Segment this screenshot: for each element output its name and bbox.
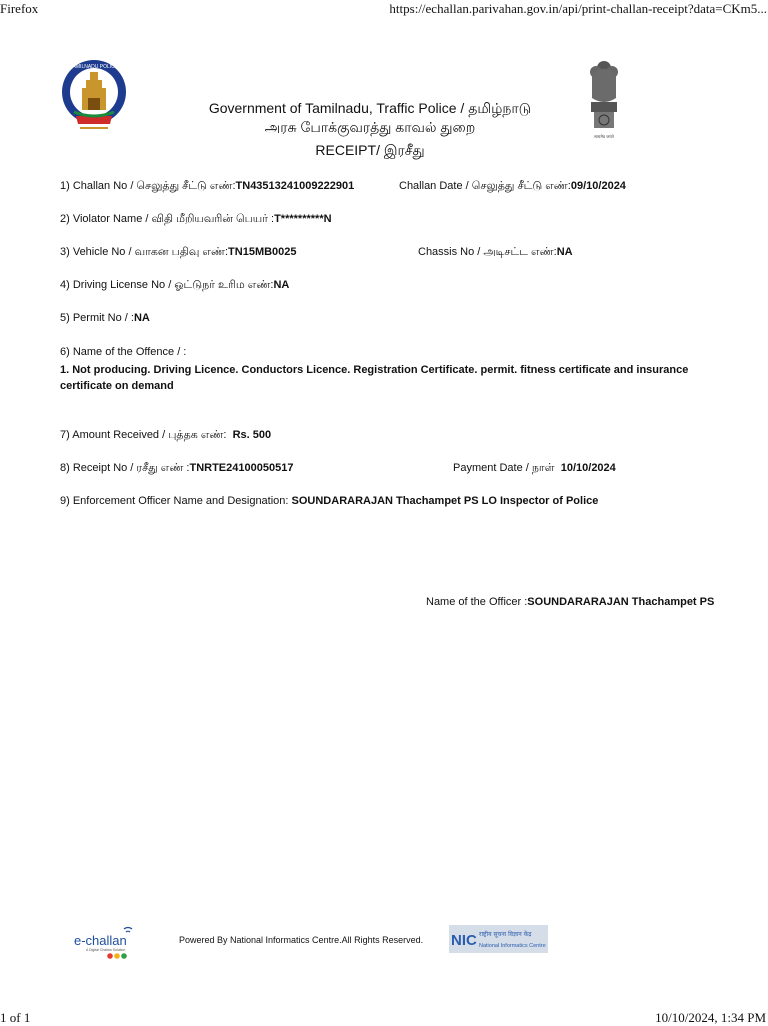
emblem-motto: सत्यमेव जयते: [594, 134, 614, 139]
officer-name-label: Name of the Officer :: [426, 596, 528, 608]
chassis-value: NA: [556, 246, 573, 258]
vehicle-value: TN15MB0025: [228, 246, 297, 258]
nic-brand: NIC: [451, 932, 477, 949]
echallan-tagline: A Digital Challan Solution: [86, 948, 126, 952]
offence-value: 1. Not producing. Driving Licence. Conductors Licence. Registration Certificate. permit. fitness certificate and insurance certificate on demand: [60, 364, 689, 392]
vehicle-row: [60, 246, 297, 260]
payment-date-label: Payment Date / நாள்: [453, 462, 555, 474]
challan-date-row: [399, 180, 626, 194]
amount-label: 7) Amount Received / புத்தக எண்:: [60, 429, 227, 441]
payment-date-value: 10/10/2024: [560, 462, 616, 474]
chassis-row: [418, 246, 573, 260]
receipt-row: [60, 462, 293, 476]
vehicle-label: 3) Vehicle No / வாகன பதிவு எண்:: [60, 246, 229, 258]
amount-row: [60, 429, 271, 443]
challan-no-label: 1) Challan No / செலுத்து சீட்டு எண்:: [60, 180, 236, 192]
challan-no-row: [60, 180, 354, 194]
echallan-brand: e-challan: [74, 933, 127, 948]
national-emblem: [586, 58, 622, 140]
challan-date-label: Challan Date / செலுத்து சீட்டு எண்:: [399, 180, 571, 192]
driving-license-value: NA: [273, 279, 290, 291]
nic-english-name: National Informatics Centre: [479, 943, 546, 949]
driving-license-row: [60, 279, 289, 293]
logo-ring-text: TAMILNADU POLICE: [69, 64, 119, 70]
permit-label: 5) Permit No / :: [60, 312, 134, 324]
tamilnadu-police-logo: [60, 58, 128, 136]
print-datetime: 10/10/2024, 1:34 PM: [655, 1010, 766, 1025]
violator-label: 2) Violator Name / விதி மீறியவரின் பெயர் :: [60, 213, 275, 225]
violator-value: T**********N: [274, 213, 332, 225]
challan-date-value: 09/10/2024: [570, 180, 626, 192]
nic-hindi-name: राष्ट्रीय सूचना विज्ञान केंद्र: [479, 931, 532, 938]
officer-value: SOUNDARARAJAN Thachampet PS LO Inspector of Police: [291, 495, 599, 507]
powered-by-text: Powered By National Informatics Centre.All Rights Reserved.: [179, 935, 424, 945]
browser-app-name: Firefox: [0, 1, 39, 16]
offence-label: 6) Name of the Offence / :: [60, 346, 187, 358]
officer-row: [60, 495, 598, 507]
echallan-logo: [72, 925, 136, 961]
department-title: அரசு போக்குவரத்து காவல் துறை: [264, 119, 476, 135]
receipt-label: 8) Receipt No / ரசீது எண் :: [60, 462, 190, 474]
government-title: Government of Tamilnadu, Traffic Police / தமிழ்நாடு: [208, 100, 532, 116]
chassis-label: Chassis No / அடிசட்ட எண்:: [418, 246, 557, 258]
amount-value: Rs. 500: [232, 429, 272, 441]
officer-name-value: SOUNDARARAJAN Thachampet PS: [527, 596, 715, 608]
receipt-title: RECEIPT/ இரசீது: [315, 142, 425, 158]
challan-no-value: TN43513241009222901: [235, 180, 355, 192]
receipt-value: TNRTE24100050517: [189, 462, 294, 474]
page-indicator: 1 of 1: [0, 1010, 31, 1025]
payment-date-row: [453, 462, 616, 476]
page-url: https://echallan.parivahan.gov.in/api/print-challan-receipt?data=CKm5...: [389, 1, 767, 16]
permit-row: [60, 312, 150, 324]
officer-name-row: [426, 596, 714, 608]
violator-row: [60, 213, 332, 227]
nic-logo: [449, 925, 548, 953]
permit-value: NA: [133, 312, 150, 324]
driving-license-label: 4) Driving License No / ஓட்டுநர் உரிம எண்:: [60, 279, 274, 291]
officer-label: 9) Enforcement Officer Name and Designation:: [60, 495, 289, 507]
